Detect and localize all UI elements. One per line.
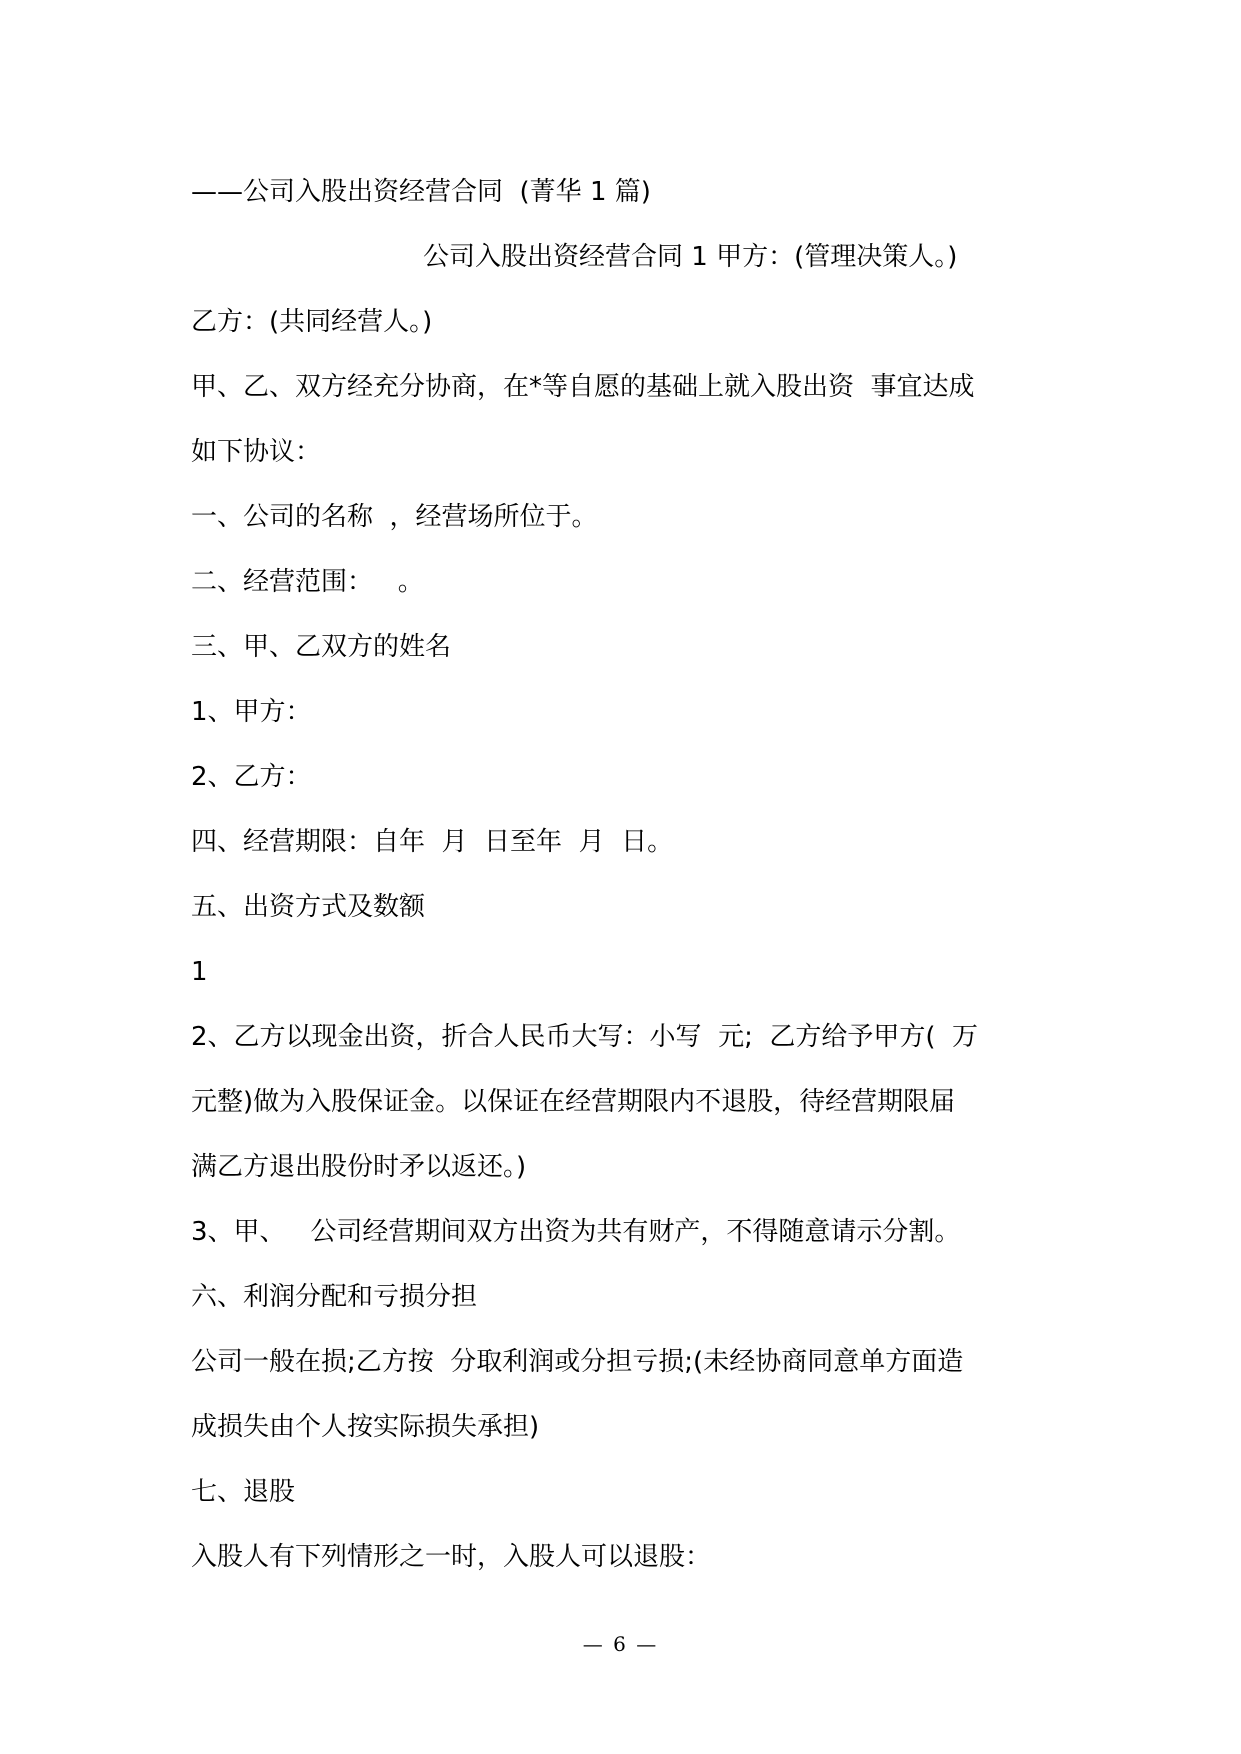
clause-contribution: 五、出资方式及数额: [191, 892, 426, 922]
document-body: [191, 160, 1071, 1590]
withdrawal-text: 入股人有下列情形之一时，入股人可以退股：: [191, 1542, 712, 1572]
party-a-name: 1、甲方：: [191, 697, 312, 727]
contract-heading: 公司入股出资经营合同 1 甲方：(管理决策人。): [423, 242, 958, 272]
preamble-line: 甲、乙、双方经充分协商，在*等自愿的基础上就入股出资 事宜达成: [191, 372, 975, 402]
profit-loss-text: 成损失由个人按实际损失承担): [191, 1412, 540, 1442]
clause-term: 四、经营期限：自年 月 日至年 月 日。: [191, 827, 674, 857]
contribution-item-3: 3、甲、 公司经营期间双方出资为共有财产，不得随意请示分割。: [191, 1217, 961, 1247]
clause-business-scope: 二、经营范围： 。: [191, 567, 424, 597]
document-title: ——公司入股出资经营合同 (菁华 1 篇): [191, 177, 651, 207]
party-b-line: 乙方：(共同经营人。): [191, 307, 433, 337]
contribution-item-2: 2、乙方以现金出资，折合人民币大写：小写 元; 乙方给予甲方( 万: [191, 1022, 979, 1052]
clause-party-names: 三、甲、乙双方的姓名: [191, 632, 452, 662]
page-number: — 6 —: [582, 1632, 659, 1656]
clause-withdrawal: 七、退股: [191, 1477, 296, 1507]
contribution-item-1: 1: [191, 957, 208, 987]
contribution-item-2: 满乙方退出股份时矛以返还。): [191, 1152, 527, 1182]
profit-loss-text: 公司一般在损;乙方按 分取利润或分担亏损;(未经协商同意单方面造: [191, 1347, 964, 1377]
clause-profit-loss: 六、利润分配和亏损分担: [191, 1282, 478, 1312]
party-b-name: 2、乙方：: [191, 762, 312, 792]
preamble-line: 如下协议：: [191, 437, 322, 467]
contribution-item-2: 元整)做为入股保证金。以保证在经营期限内不退股，待经营期限届: [191, 1087, 956, 1117]
clause-company-name: 一、公司的名称 ，经营场所位于。: [191, 502, 598, 532]
